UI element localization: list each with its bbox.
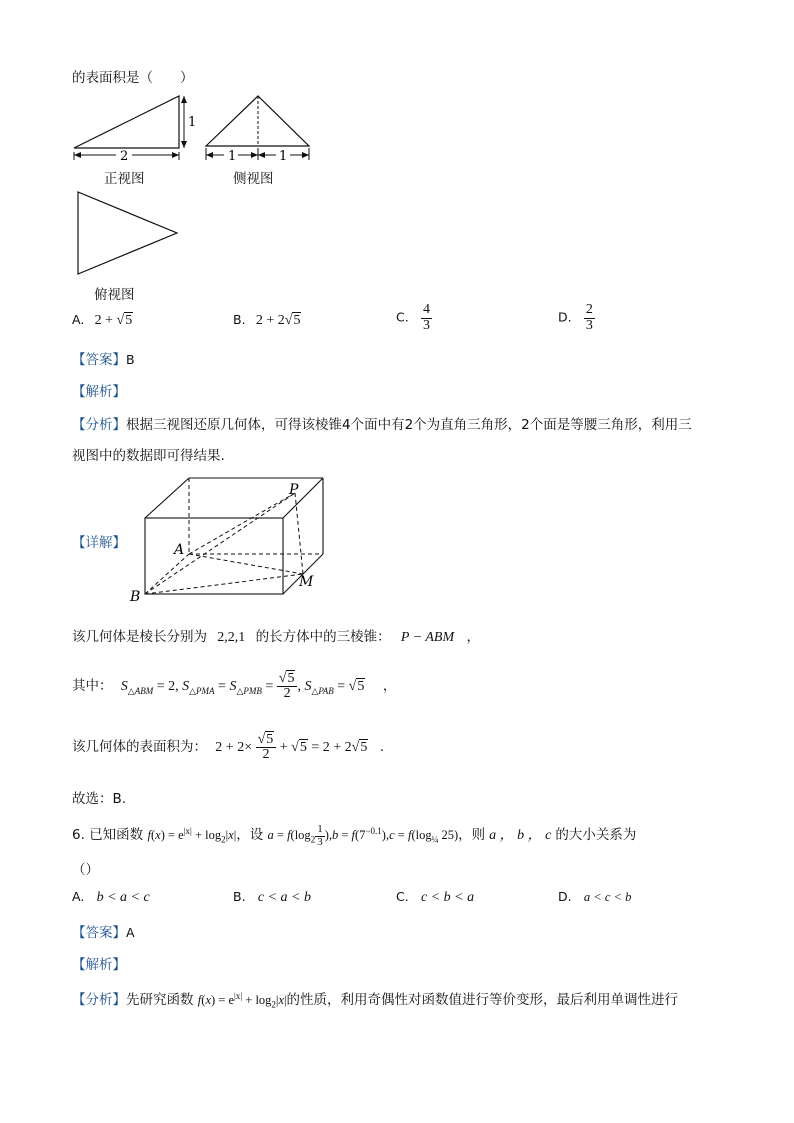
q6-answer: 【答案】A <box>72 925 135 941</box>
vertex-b-label: B <box>130 589 141 605</box>
side-view-caption: 侧视图 <box>233 171 274 187</box>
q5-fenxi-line2: 视图中的数据即可得结果. <box>72 448 225 464</box>
q5-option-d: D. $\frac{2}{3}$ <box>558 302 593 333</box>
front-height-label: 1 <box>188 115 197 130</box>
side-right-label: 1 <box>279 149 288 164</box>
question-stem-tail: 的表面积是（ ） <box>72 70 194 86</box>
q6-option-c: C. c < b < a <box>396 889 475 905</box>
vertex-p-label: P <box>289 482 299 498</box>
q5-option-a: A. 2 + √5 <box>72 312 133 328</box>
front-view-caption: 正视图 <box>104 171 145 187</box>
q5-option-c: C. $\frac{4}{3}$ <box>396 302 430 333</box>
q6-option-d: D. a < c < b <box>558 889 632 904</box>
q6-option-a: A. b < a < c <box>72 889 150 905</box>
three-view-figure <box>66 88 326 298</box>
q6-analysis-tag: 【解析】 <box>72 957 126 973</box>
q6-option-b: B. c < a < b <box>233 889 311 905</box>
q5-detail-tag: 【详解】 <box>72 535 126 551</box>
cuboid-figure <box>125 470 340 610</box>
q5-fenxi-line1: 【分析】根据三视图还原几何体，可得该棱锥4个面中有2个为直角三角形，2个面是等腰三角形，利用三 <box>72 417 692 433</box>
front-width-label: 2 <box>120 149 129 164</box>
q5-detail-line3: 该几何体的表面积为： 2 + 2× $\frac{√5}{2}$ + √5 = 2 + 2√5 . <box>72 731 385 763</box>
front-view <box>74 96 196 164</box>
side-left-label: 1 <box>228 149 237 164</box>
vertex-m-label: M <box>299 574 314 590</box>
q6-paren: （） <box>72 862 99 878</box>
vertex-a-label: A <box>174 542 185 558</box>
q5-conclusion: 故选：B. <box>72 791 127 807</box>
side-view <box>206 96 309 164</box>
q5-detail-line2: 其中： $S_{\triangle ABM} = 2$, $S_{\triangle PMA} = S_{\triangle PMB}$ = $\frac{√5}{2}$ , $S_{\triangle PAB} = √5$ ， <box>72 670 397 702</box>
top-view <box>78 192 177 274</box>
top-view-caption: 俯视图 <box>94 287 135 303</box>
q5-answer: 【答案】B <box>72 352 135 368</box>
q6-stem-line1: 6. 已知函数 $f(x) = e^{|x|} + \log_2|x|$，设 $a = f(\log_2$ $\frac{1}{3}$ )$,b = f(7^{-0.1}),c = f(\log_{\frac{1}{4}}$ 25)，则 a ， b ， c 的大小关系为 <box>72 823 637 848</box>
q5-detail-line1: 该几何体是棱长分别为 2,2,1 的长方体中的三棱锥： P − ABM ， <box>72 629 480 645</box>
q6-fenxi-line: 【分析】先研究函数 $f(x) = e^{|x|} + \log_2|x|$的性质，利用奇偶性对函数值进行等价变形，最后利用单调性进行 <box>72 990 679 1010</box>
q5-analysis-tag: 【解析】 <box>72 384 126 400</box>
q5-option-b: B. 2 + 2√5 <box>233 312 301 328</box>
